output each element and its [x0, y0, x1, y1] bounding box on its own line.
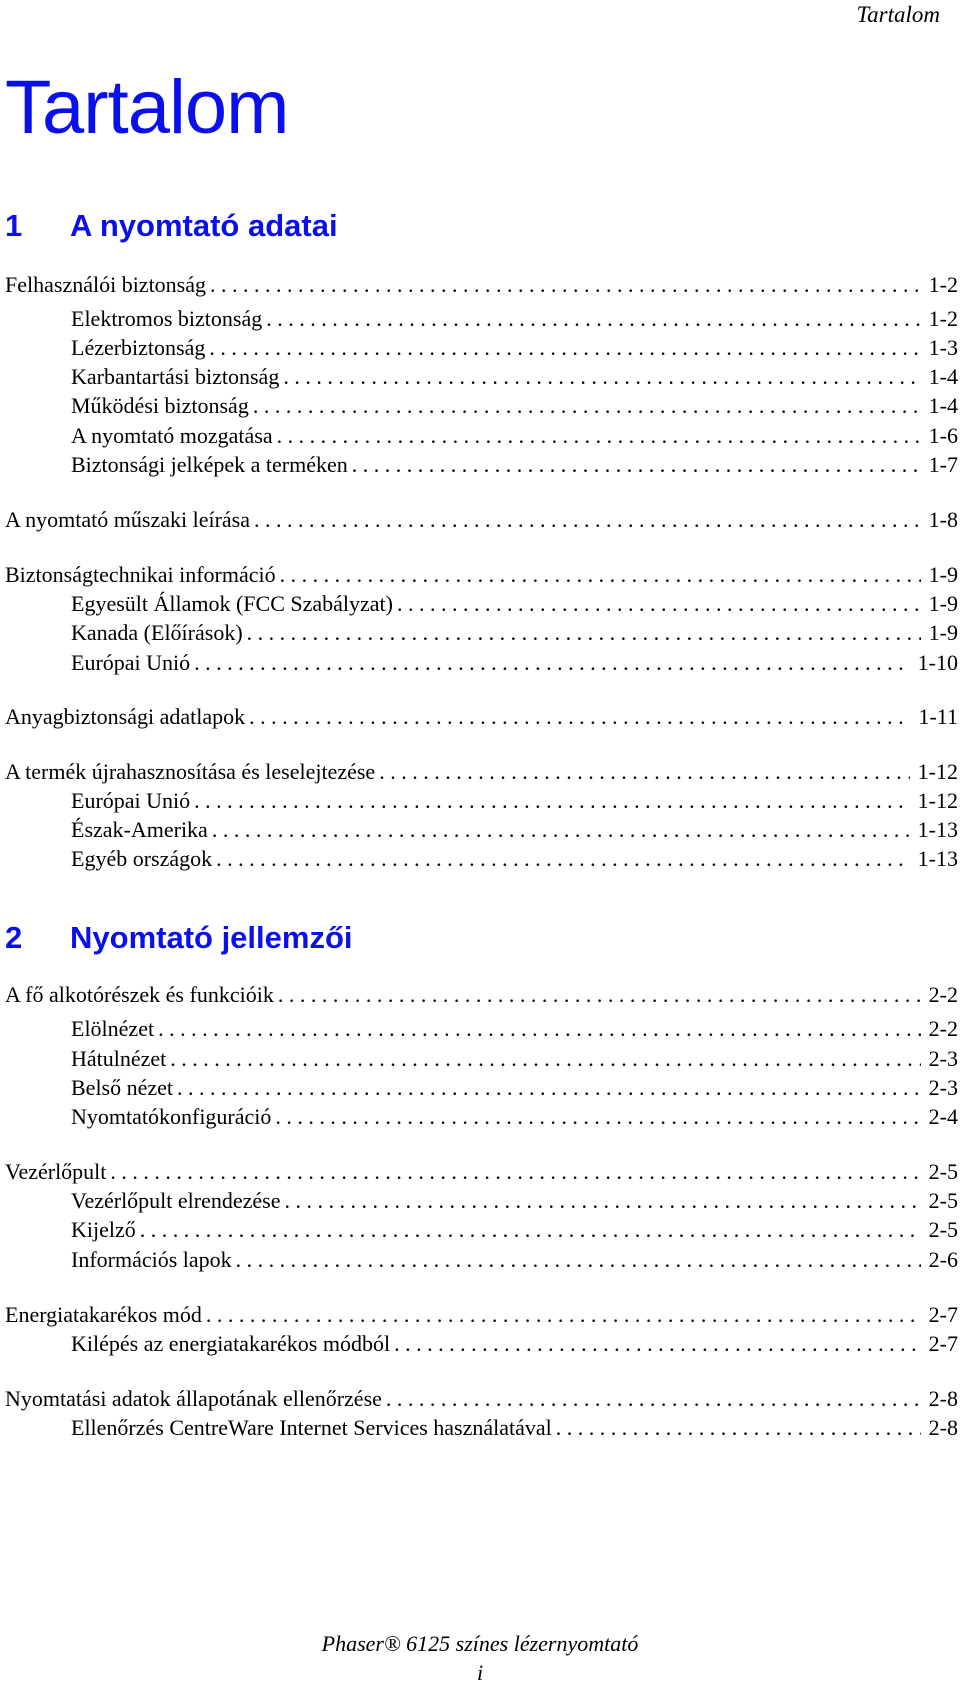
toc-entry-page: 1-7 [928, 452, 958, 477]
toc-entry-page: 2-5 [928, 1159, 958, 1184]
toc-entry-text: Elölnézet [71, 1016, 155, 1041]
toc-entry[interactable] [5, 505, 958, 535]
toc-entry[interactable] [71, 1044, 958, 1074]
dot-leader [375, 757, 909, 787]
toc-entry-page: 2-3 [928, 1046, 958, 1071]
dot-leader [205, 333, 920, 363]
toc-entry[interactable] [71, 589, 958, 619]
toc-entry[interactable] [71, 333, 958, 363]
toc-entry-text: Vezérlőpult elrendezése [71, 1188, 281, 1213]
dot-leader [279, 362, 920, 392]
toc-entry[interactable] [71, 618, 958, 648]
toc-entry[interactable] [5, 1384, 958, 1414]
toc-entry[interactable] [5, 1157, 958, 1187]
dot-leader [154, 1014, 921, 1044]
chapter-title: Nyomtató jellemzői [70, 920, 353, 955]
toc-entry-text: Kilépés az energiatakarékos módból [71, 1331, 391, 1356]
dot-leader [136, 1215, 921, 1245]
chapter-heading-1 [5, 210, 338, 241]
toc-entry-text: Kijelző [71, 1217, 136, 1242]
toc-entry-text: A termék újrahasznosítása és leselejtezése [5, 759, 376, 784]
toc-entry[interactable] [71, 648, 958, 678]
toc-entry-page: 2-6 [928, 1247, 958, 1272]
toc-entry-page: 2-7 [928, 1302, 958, 1327]
toc-entry-page: 2-8 [928, 1415, 958, 1440]
page-title: Tartalom [5, 65, 289, 150]
toc-entry-text: Nyomtatókonfiguráció [71, 1104, 272, 1129]
toc-entry-text: Egyesült Államok (FCC Szabályzat) [71, 591, 393, 616]
dot-leader [190, 786, 910, 816]
dot-leader [106, 1157, 920, 1187]
dot-leader [232, 1245, 921, 1275]
toc-entry-page: 1-6 [928, 423, 958, 448]
chapter-heading-2 [5, 922, 353, 953]
toc-entry-text: Észak-Amerika [71, 817, 208, 842]
dot-leader [274, 980, 921, 1010]
dot-leader [245, 702, 910, 732]
toc-entry-page: 2-2 [928, 982, 958, 1007]
toc-entry-page: 2-7 [928, 1331, 958, 1356]
toc-entry-text: Felhasználói biztonság [5, 272, 207, 297]
dot-leader [250, 505, 921, 535]
toc-entry-text: A nyomtató mozgatása [71, 423, 273, 448]
dot-leader [206, 270, 921, 300]
footer-product: Phaser® 6125 színes lézernyomtató [321, 1631, 639, 1656]
running-header: Tartalom [856, 2, 940, 27]
dot-leader [552, 1413, 921, 1443]
toc-entry[interactable] [71, 1073, 958, 1103]
dot-leader [271, 1102, 920, 1132]
chapter-title: A nyomtató adatai [70, 208, 338, 243]
toc-entry-text: Vezérlőpult [5, 1159, 107, 1184]
toc-entry-page: 1-13 [917, 817, 958, 842]
toc-entry[interactable] [71, 786, 958, 816]
toc-entry-page: 2-4 [928, 1104, 958, 1129]
toc-entry[interactable] [5, 980, 958, 1010]
toc-entry-page: 1-4 [928, 393, 958, 418]
toc-entry-text: Egyéb országok [71, 846, 213, 871]
toc-entry-text: Európai Unió [71, 788, 191, 813]
toc-entry-text: Biztonságtechnikai információ [5, 562, 276, 587]
toc-entry-text: Elektromos biztonság [71, 306, 263, 331]
toc-entry-page: 2-5 [928, 1217, 958, 1242]
toc-entry[interactable] [71, 1245, 958, 1275]
toc-entry-text: Energiatakarékos mód [5, 1302, 202, 1327]
toc-entry-page: 1-2 [928, 272, 958, 297]
toc-entry-text: Kanada (Előírások) [71, 620, 243, 645]
toc-entry-page: 1-12 [917, 759, 958, 784]
toc-entry[interactable] [5, 1300, 958, 1330]
toc-entry-page: 1-9 [928, 562, 958, 587]
toc-entry[interactable] [71, 844, 958, 874]
toc-entry[interactable] [71, 421, 958, 451]
toc-entry[interactable] [5, 702, 958, 732]
toc-entry[interactable] [71, 362, 958, 392]
toc-entry[interactable] [71, 391, 958, 421]
toc-entry-page: 1-8 [928, 507, 958, 532]
toc-entry-text: Ellenőrzés CentreWare Internet Services használatával [71, 1415, 552, 1440]
toc-entry-page: 1-10 [917, 650, 958, 675]
footer-page-number: i [476, 1660, 484, 1685]
toc-entry-text: Biztonsági jelképek a terméken [71, 452, 348, 477]
toc-entry[interactable] [5, 560, 958, 590]
toc-entry-text: Anyagbiztonsági adatlapok [5, 704, 246, 729]
toc-entry-page: 2-8 [928, 1386, 958, 1411]
toc-entry-page: 2-3 [928, 1075, 958, 1100]
toc-entry-page: 1-2 [928, 306, 958, 331]
dot-leader [202, 1300, 921, 1330]
toc-entry-text: Belső nézet [71, 1075, 174, 1100]
toc-entry[interactable] [71, 815, 958, 845]
toc-entry[interactable] [71, 450, 958, 480]
toc-entry[interactable] [71, 1413, 958, 1443]
toc-entry-text: Hátulnézet [71, 1046, 167, 1071]
toc-entry[interactable] [71, 1329, 958, 1359]
toc-entry-page: 1-12 [917, 788, 958, 813]
chapter-number: 1 [5, 208, 23, 243]
dot-leader [276, 560, 921, 590]
toc-entry-page: 1-13 [917, 846, 958, 871]
dot-leader [390, 1329, 921, 1359]
toc-entry-text: Működési biztonság [71, 393, 249, 418]
toc-entry-text: A nyomtató műszaki leírása [5, 507, 250, 532]
toc-entry[interactable] [5, 270, 958, 300]
toc-entry[interactable] [5, 757, 958, 787]
toc-entry-page: 1-9 [928, 620, 958, 645]
dot-leader [382, 1384, 921, 1414]
toc-entry-page: 1-11 [918, 704, 958, 729]
dot-leader [348, 450, 921, 480]
dot-leader [208, 815, 910, 845]
toc-entry[interactable] [71, 304, 958, 334]
toc-entry[interactable] [71, 1014, 958, 1044]
toc-entry-page: 1-3 [928, 335, 958, 360]
toc-entry[interactable] [71, 1215, 958, 1245]
dot-leader [173, 1073, 921, 1103]
dot-leader [190, 648, 910, 678]
dot-leader [166, 1044, 920, 1074]
dot-leader [249, 391, 921, 421]
toc-entry-text: Nyomtatási adatok állapotának ellenőrzése [5, 1386, 382, 1411]
dot-leader [273, 421, 921, 451]
toc-entry[interactable] [71, 1102, 958, 1132]
toc-entry-page: 1-9 [928, 591, 958, 616]
dot-leader [262, 304, 920, 334]
toc-entry-text: Lézerbiztonság [71, 335, 206, 360]
toc-entry-text: Karbantartási biztonság [71, 364, 280, 389]
dot-leader [243, 618, 921, 648]
toc-entry-page: 2-2 [928, 1016, 958, 1041]
toc-entry[interactable] [71, 1186, 958, 1216]
dot-leader [212, 844, 910, 874]
dot-leader [393, 589, 921, 619]
chapter-number: 2 [5, 920, 23, 955]
toc-entry-text: Információs lapok [71, 1247, 232, 1272]
toc-entry-page: 1-4 [928, 364, 958, 389]
toc-entry-page: 2-5 [928, 1188, 958, 1213]
toc-entry-text: A fő alkotórészek és funkcióik [5, 982, 274, 1007]
toc-entry-text: Európai Unió [71, 650, 191, 675]
dot-leader [281, 1186, 921, 1216]
